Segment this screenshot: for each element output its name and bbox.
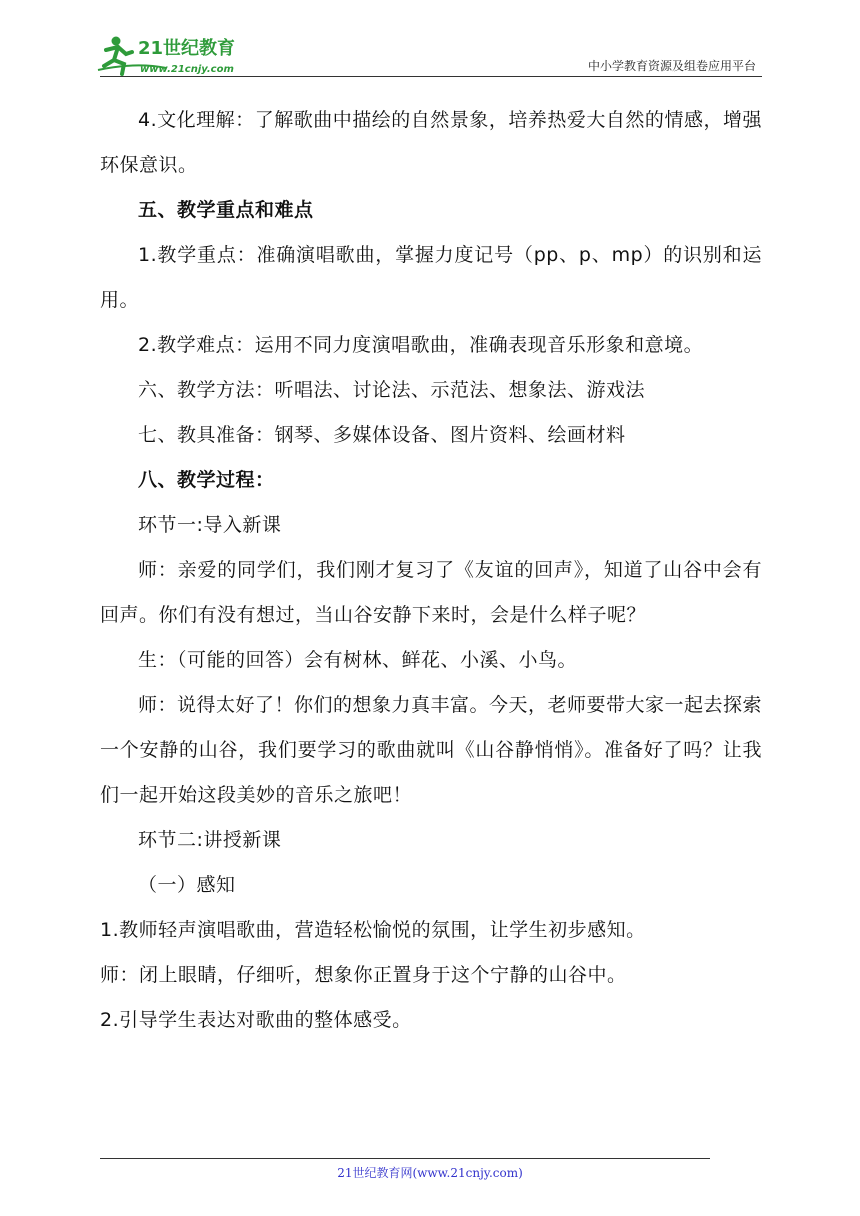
paragraph-teaching-methods: 六、教学方法：听唱法、讨论法、示范法、想象法、游戏法 (138, 379, 646, 401)
svg-text:21世纪教育: 21世纪教育 (138, 38, 236, 59)
footer-link[interactable]: 21世纪教育网(www.21cnjy.com) (337, 1166, 523, 1180)
paragraph-close-eyes: 师：闭上眼睛，仔细听，想象你正置身于这个宁静的山谷中。 (100, 964, 627, 986)
paragraph-teacher-sings: 1.教师轻声演唱歌曲，营造轻松愉悦的氛围，让学生初步感知。 (100, 919, 646, 941)
subheading-stage-two: 环节二:讲授新课 (138, 829, 282, 851)
page-header (0, 0, 860, 80)
paragraph-difficult-point: 2.教学难点：运用不同力度演唱歌曲，准确表现音乐形象和意境。 (138, 334, 704, 356)
section-heading-teaching-process: 八、教学过程： (138, 469, 275, 491)
paragraph-teacher-intro: 师：亲爱的同学们，我们刚才复习了《友谊的回声》，知道了山谷中会有回声。你们有没有想过，当山谷安静下来时，会是什么样子呢？ (100, 559, 762, 626)
paragraph-teaching-tools: 七、教具准备：钢琴、多媒体设备、图片资料、绘画材料 (138, 424, 626, 446)
paragraph-cultural-understanding: 4.文化理解：了解歌曲中描绘的自然景象，培养热爱大自然的情感，增强环保意识。 (100, 109, 762, 176)
footer-divider (100, 1158, 710, 1159)
paragraph-guide-students: 2.引导学生表达对歌曲的整体感受。 (100, 1009, 412, 1031)
header-tagline: 中小学教育资源及组卷应用平台 (587, 59, 756, 73)
paragraph-student-answer: 生：（可能的回答）会有树林、鲜花、小溪、小鸟。 (138, 649, 578, 671)
logo-runner-icon (96, 32, 266, 78)
logo[interactable] (96, 32, 266, 78)
paragraph-key-point: 1.教学重点：准确演唱歌曲，掌握力度记号（pp、p、mp）的识别和运用。 (100, 244, 762, 311)
document-body (100, 98, 762, 1043)
subheading-perception: （一）感知 (138, 874, 236, 896)
svg-text:www.21cnjy.com: www.21cnjy.com (140, 64, 234, 75)
paragraph-teacher-praise: 师：说得太好了！你们的想象力真丰富。今天，老师要带大家一起去探索一个安静的山谷，我们要学习的歌曲就叫《山谷静悄悄》。准备好了吗？让我们一起开始这段美妙的音乐之旅吧！ (100, 694, 763, 806)
header-divider (100, 76, 762, 77)
subheading-stage-one: 环节一:导入新课 (138, 514, 282, 536)
section-heading-key-points: 五、教学重点和难点 (138, 199, 314, 221)
